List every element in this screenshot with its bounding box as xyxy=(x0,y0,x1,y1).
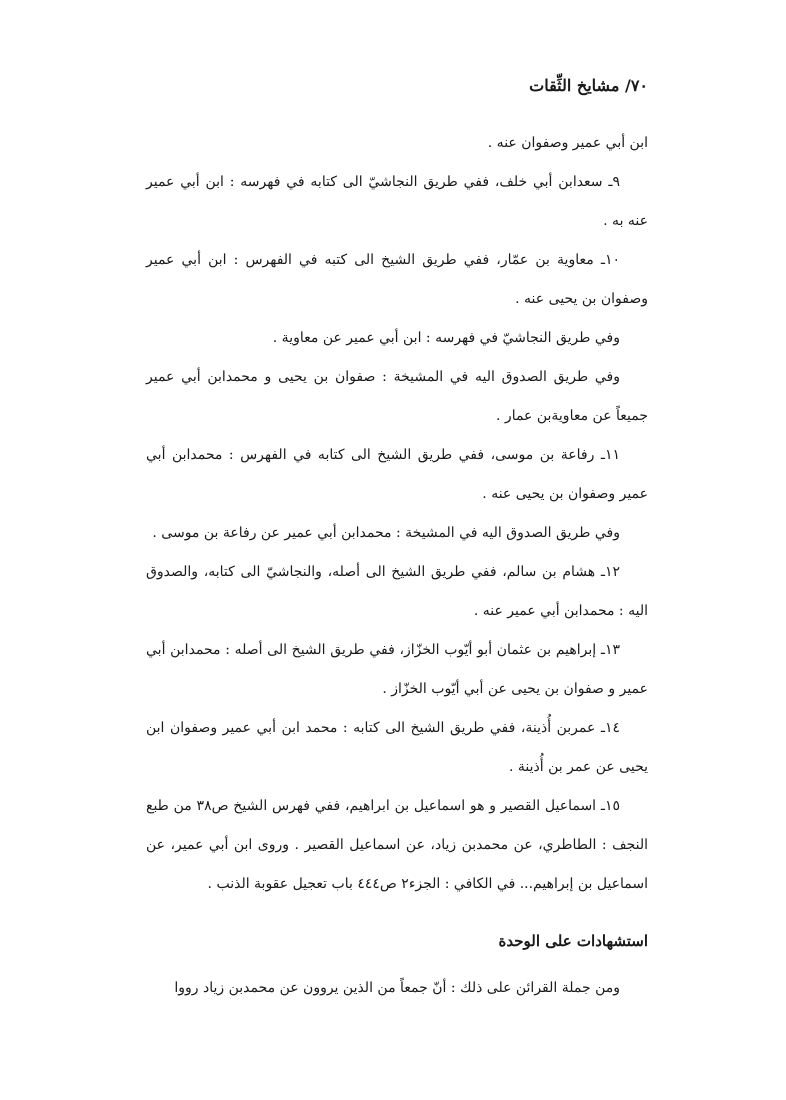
paragraph: وفي طريق الصدوق اليه في المشيخة : صفوان بن يحيى و محمدابن أبي عمير جميعاً عن معاويةبن عمار . xyxy=(146,369,648,424)
page-header: ٧٠/ مشايخ الثِّقات xyxy=(529,76,648,95)
paragraph: وفي طريق الصدوق اليه في المشيخة : محمدابن أبي عمير عن رفاعة بن موسى . xyxy=(152,525,620,541)
paragraph: ١١ـ رفاعة بن موسى، ففي طريق الشيخ الى كتابه في الفهرس : محمدابن أبي عمير وصفوان بن يحيى عنه . xyxy=(146,447,648,502)
paragraph: ومن جملة القرائن على ذلك : أنّ جمعاً من الذين يروون عن محمدبن زياد رووا xyxy=(174,980,620,996)
paragraph: ١٥ـ اسماعيل القصير و هو اسماعيل بن ابراهيم، ففي فهرس الشيخ ص٣٨ من طبع النجف : الطاطري، عن محمدبن زياد، عن اسماعيل القصير . وروى ابن أبي عمير، عن اسماعيل بن إبراهيم... في الكافي : الجزء٢ ص٤٤٤ باب تعجيل عقوبة الذنب . xyxy=(146,798,648,892)
paragraph: ١٠ـ معاوية بن عمّار، ففي طريق الشيخ الى كتبه في الفهرس : ابن أبي عمير وصفوان بن يحيى عنه . xyxy=(146,252,648,307)
body-text xyxy=(146,124,648,904)
paragraph: ٩ـ سعدابن أبي خلف، ففي طريق النجاشيّ الى كتابه في فهرسه : ابن أبي عمير عنه به . xyxy=(146,174,648,229)
paragraph: ابن أبي عمير وصفوان عنه . xyxy=(487,135,648,151)
paragraph: ١٢ـ هشام بن سالم، ففي طريق الشيخ الى أصله، والنجاشيّ الى كتابه، والصدوق اليه : محمدابن أبي عمير عنه . xyxy=(146,564,648,619)
paragraph: ١٣ـ إبراهيم بن عثمان أبو أيّوب الخزّاز، ففي طريق الشيخ الى أصله : محمدابن أبي عمير و صفوان بن يحيى عن أبي أيّوب الخزّاز . xyxy=(146,642,648,697)
paragraph: ١٤ـ عمربن أُذينة، ففي طريق الشيخ الى كتابه : محمد ابن أبي عمير وصفوان ابن يحيى عن عمر بن أُذينة . xyxy=(146,720,648,775)
paragraph: وفي طريق النجاشيّ في فهرسه : ابن أبي عمير عن معاوية . xyxy=(272,330,620,346)
section-heading: استشهادات على الوحدة xyxy=(498,932,648,950)
section-body xyxy=(146,969,648,1008)
